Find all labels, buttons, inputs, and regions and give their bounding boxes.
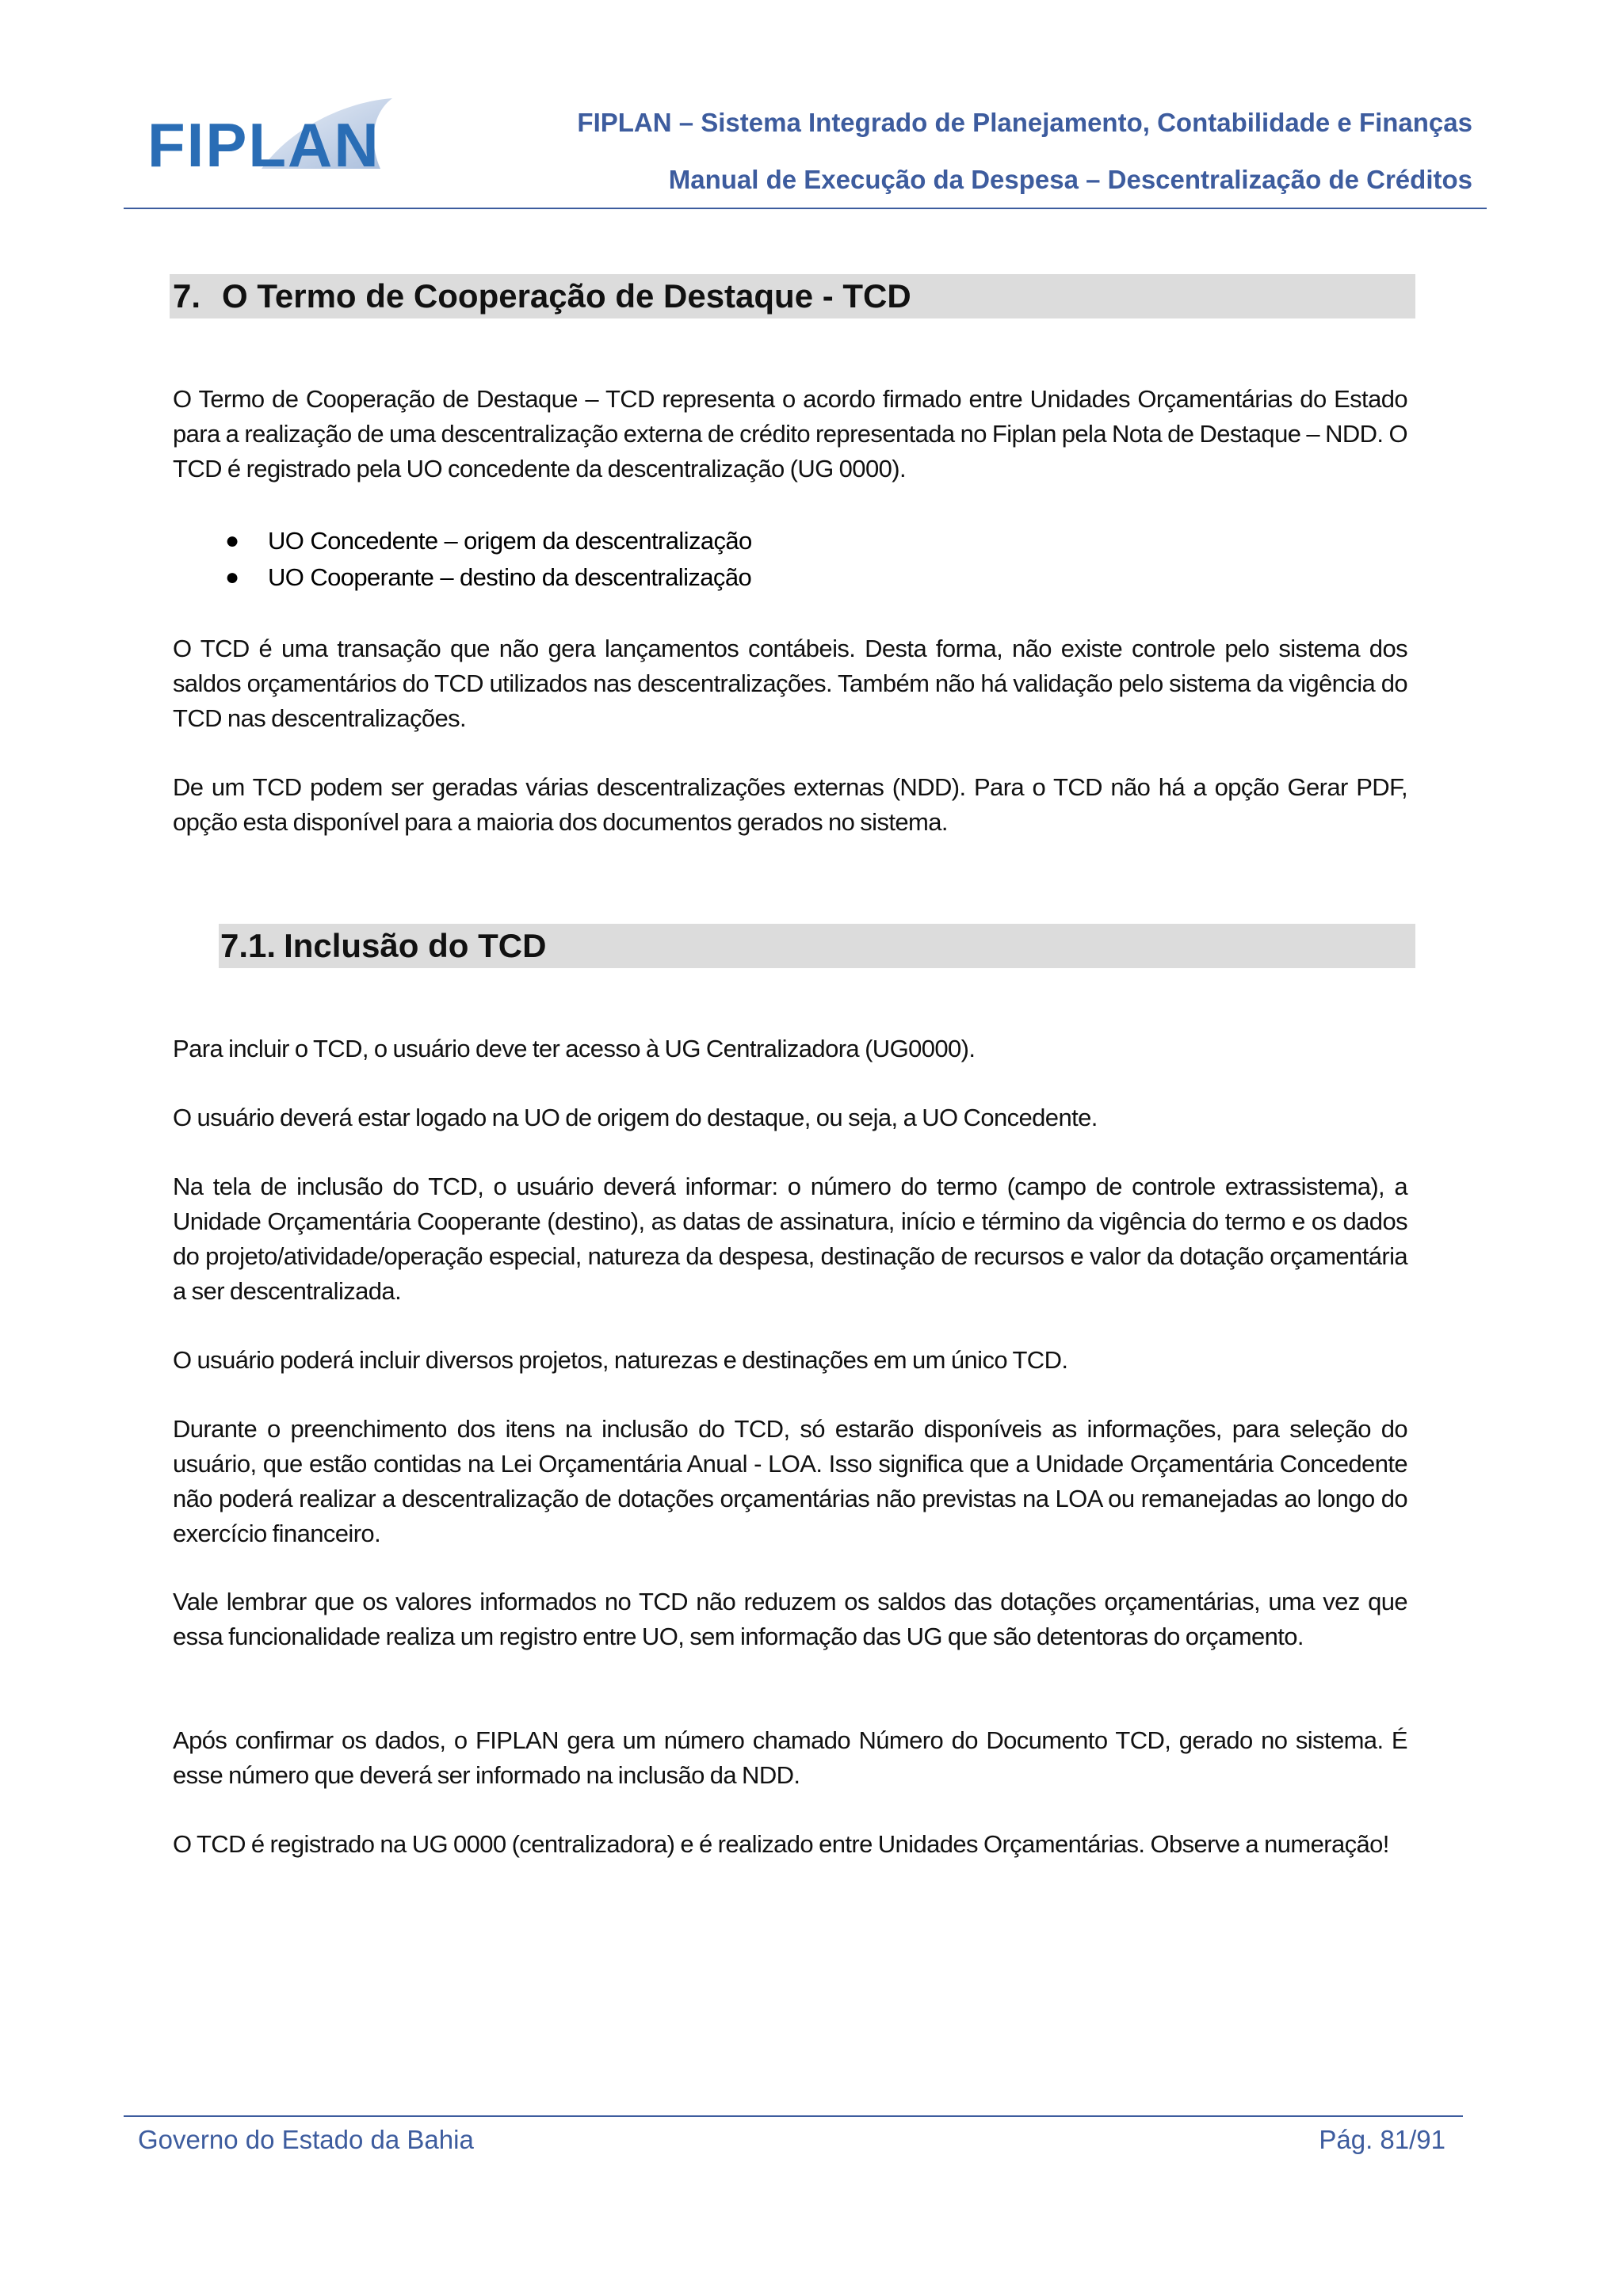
bullet-icon: ● [225, 564, 239, 590]
section-7-title: O Termo de Cooperação de Destaque - TCD [222, 277, 911, 315]
section-7-paragraph-2: O TCD é uma transação que não gera lançamentos contábeis. Desta forma, não existe controle pelo sistema dos saldos orçamentários do TCD utilizados nas descentralizações. Também não há validação pelo sistema da vigência do TCD nas descentralizações. [173, 635, 1407, 732]
section-7-1-paragraph: O usuário deverá estar logado na UO de origem do destaque, ou seja, a UO Concedente. [173, 1104, 1098, 1131]
section-7-heading [170, 274, 1415, 318]
page-number: Pág. 81/91 [1319, 2125, 1445, 2154]
footer-divider [124, 2115, 1463, 2117]
footer-organization: Governo do Estado da Bahia [138, 2125, 474, 2154]
bullet-icon: ● [225, 528, 239, 554]
section-7-1-heading [219, 924, 1415, 968]
section-7-1-title: Inclusão do TCD [284, 927, 547, 964]
section-7-1-paragraph: Na tela de inclusão do TCD, o usuário deverá informar: o número do termo (campo de controle extrassistema), a Unidade Orçamentária Cooperante (destino), as datas de assinatura, início e término da vigência do termo e os dados do projeto/atividade/operação especial, natureza da despesa, destinação de recursos e valor da dotação orçamentária a ser descentralizada. [173, 1173, 1407, 1305]
list-item [173, 559, 1282, 596]
section-7-1-paragraph: O TCD é registrado na UG 0000 (centralizadora) e é realizado entre Unidades Orçamentárias. Observe a numeração! [173, 1830, 1389, 1858]
list-item-text: UO Cooperante – destino da descentralização [268, 563, 752, 591]
fiplan-logo [143, 93, 404, 212]
section-7-1-paragraph: Para incluir o TCD, o usuário deve ter acesso à UG Centralizadora (UG0000). [173, 1035, 976, 1062]
header-subtitle: Manual de Execução da Despesa – Descentralização de Créditos [668, 165, 1472, 194]
header-divider [124, 208, 1487, 209]
list-item-text: UO Concedente – origem da descentralização [268, 527, 752, 555]
section-7-paragraph-3: De um TCD podem ser geradas várias descentralizações externas (NDD). Para o TCD não há a opção Gerar PDF, opção esta disponível para a maioria dos documentos gerados no sistema. [173, 773, 1407, 836]
section-7-1-paragraph: Durante o preenchimento dos itens na inclusão do TCD, só estarão disponíveis as informações, para seleção do usuário, que estão contidas na Lei Orçamentária Anual - LOA. Isso significa que a Unidade Orçamentária Concedente não poderá realizar a descentralização de dotações orçamentárias não previstas na LOA ou remanejadas ao longo do exercício financeiro. [173, 1415, 1407, 1547]
section-7-paragraph-1: O Termo de Cooperação de Destaque – TCD representa o acordo firmado entre Unidades Orçamentárias do Estado para a realização de uma descentralização externa de crédito representada no Fiplan pela Nota de Destaque – NDD. O TCD é registrado pela UO concedente da descentralização (UG 0000). [173, 385, 1407, 482]
fiplan-logo-graphic [143, 93, 404, 212]
section-7-1-paragraph: O usuário poderá incluir diversos projetos, naturezas e destinações em um único TCD. [173, 1346, 1068, 1374]
section-7-number: 7. [173, 277, 201, 315]
section-7-1-paragraph: Vale lembrar que os valores informados no TCD não reduzem os saldos das dotações orçamentárias, uma vez que essa funcionalidade realiza um registro entre UO, sem informação das UG que são detentoras do orçamento. [173, 1588, 1407, 1650]
list-item [173, 523, 1282, 559]
section-7-bullet-list [173, 523, 1282, 596]
logo-text: FIPLAN [147, 110, 380, 180]
header-title: FIPLAN – Sistema Integrado de Planejamento, Contabilidade e Finanças [577, 108, 1472, 137]
section-7-1-number: 7.1. [220, 927, 277, 964]
section-7-1-paragraph: Após confirmar os dados, o FIPLAN gera um número chamado Número do Documento TCD, gerado no sistema. É esse número que deverá ser informado na inclusão da NDD. [173, 1726, 1407, 1789]
